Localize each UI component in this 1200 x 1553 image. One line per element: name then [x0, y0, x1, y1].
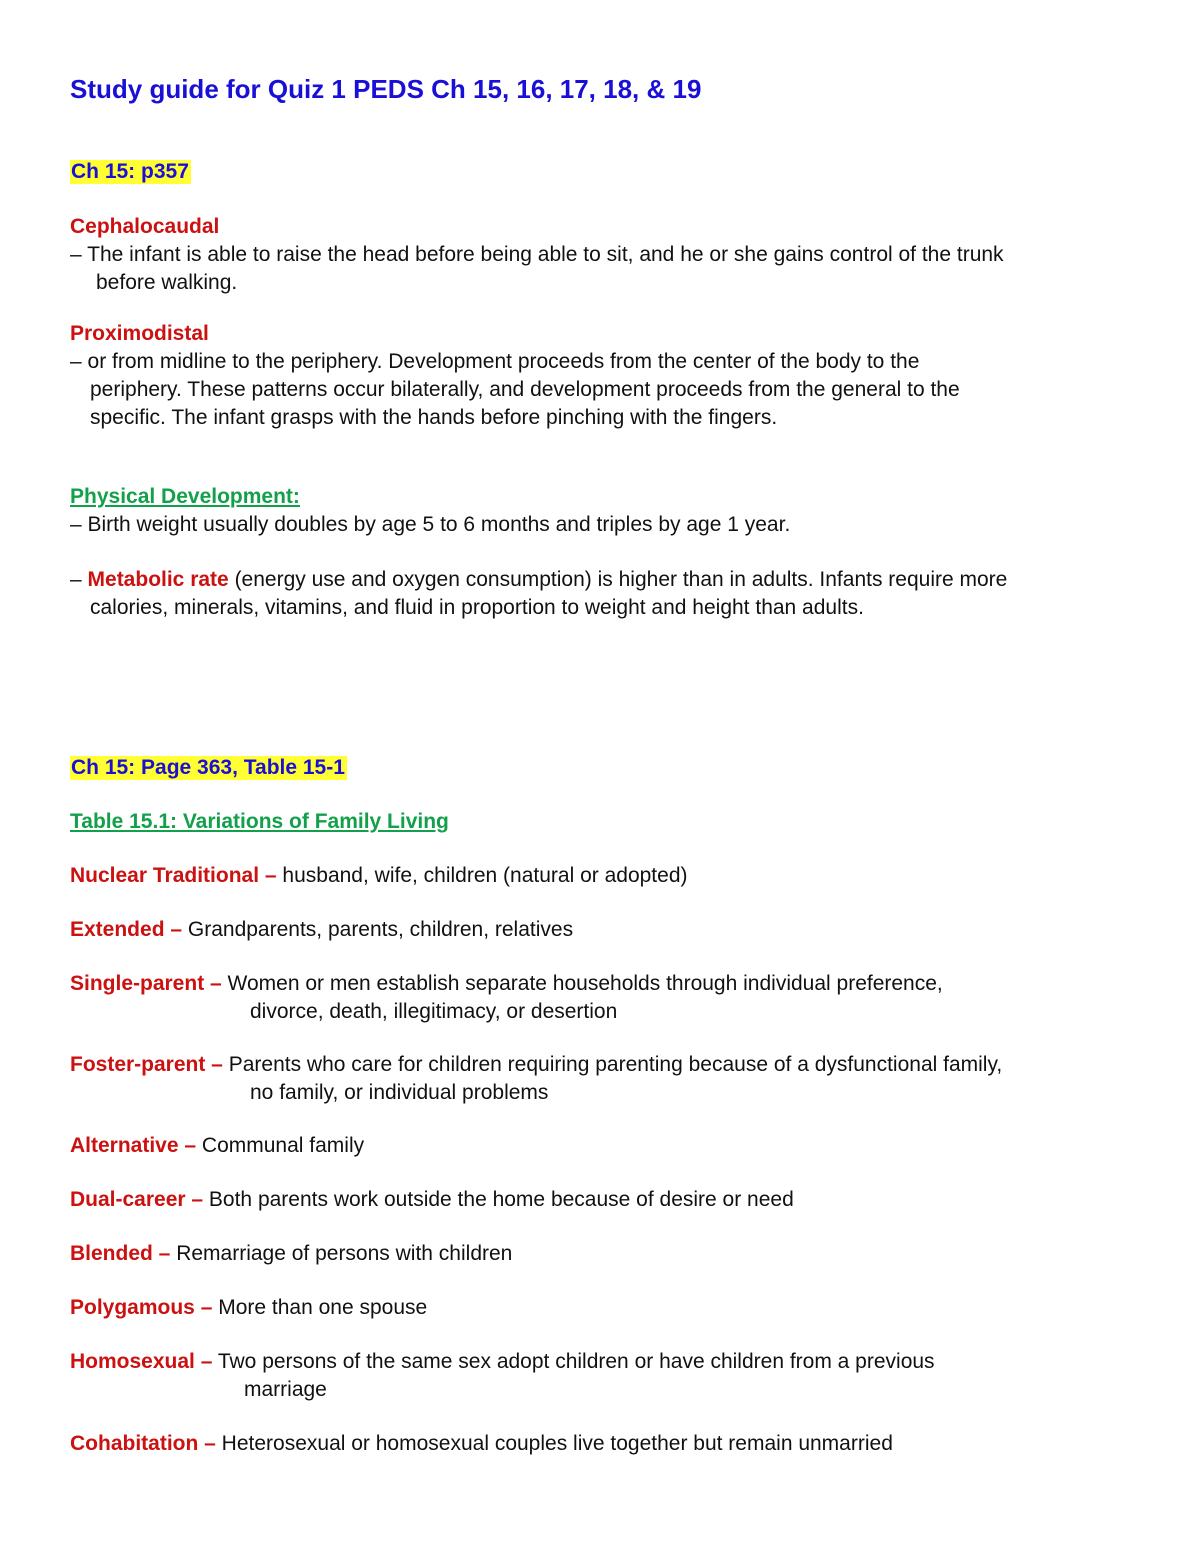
family-item-alternative	[70, 1134, 364, 1158]
family-definition-continued: divorce, death, illegitimacy, or desertion	[250, 1000, 618, 1023]
proximodistal-text-line-1: – or from midline to the periphery. Development proceeds from the center of the body to the	[70, 350, 920, 373]
family-definition: Parents who care for children requiring parenting because of a dysfunctional family,	[222, 1053, 1003, 1076]
birth-weight-text: – Birth weight usually doubles by age 5 to 6 months and triples by age 1 year.	[70, 513, 791, 536]
family-definition: Remarriage of persons with children	[170, 1242, 513, 1265]
section-heading-ch15-p363: Ch 15: Page 363, Table 15-1	[71, 756, 345, 779]
cephalocaudal-text-line-2: before walking.	[96, 271, 238, 294]
family-definition-continued: no family, or individual problems	[250, 1081, 549, 1104]
family-item-extended	[70, 918, 573, 942]
family-definition: Heterosexual or homosexual couples live together but remain unmarried	[215, 1432, 893, 1455]
family-term: Cohabitation –	[70, 1432, 216, 1455]
family-item-cohabitation	[70, 1432, 893, 1456]
family-definition: Women or men establish separate households through individual preference,	[221, 972, 943, 995]
term-cephalocaudal: Cephalocaudal	[70, 215, 220, 238]
term-metabolic-rate: Metabolic rate	[87, 568, 229, 591]
family-item-blended	[70, 1242, 512, 1266]
family-item-dual-career	[70, 1188, 794, 1212]
family-term: Single-parent –	[70, 972, 222, 995]
proximodistal-text-line-3: specific. The infant grasps with the hands before pinching with the fingers.	[90, 406, 778, 429]
family-definition: More than one spouse	[212, 1296, 428, 1319]
family-term: Foster-parent –	[70, 1053, 223, 1076]
family-item-homosexual	[70, 1350, 935, 1374]
family-term: Polygamous –	[70, 1296, 213, 1319]
metabolic-rate-line-2: calories, minerals, vitamins, and fluid in proportion to weight and height than adults.	[90, 596, 864, 619]
table-title: Table 15.1: Variations of Family Living	[70, 810, 449, 833]
family-item-foster-parent	[70, 1053, 1002, 1077]
metabolic-rate-line-1	[70, 568, 1007, 592]
family-definition: Communal family	[196, 1134, 365, 1157]
family-definition: Grandparents, parents, children, relatives	[182, 918, 574, 941]
family-term: Blended –	[70, 1242, 171, 1265]
family-item-nuclear	[70, 864, 688, 888]
metabolic-rate-text: (energy use and oxygen consumption) is higher than in adults. Infants require more	[228, 568, 1008, 591]
family-definition: Two persons of the same sex adopt children or have children from a previous	[212, 1350, 935, 1373]
family-term: Alternative –	[70, 1134, 197, 1157]
physical-development-heading: Physical Development:	[70, 485, 300, 508]
family-term: Dual-career –	[70, 1188, 204, 1211]
family-item-single-parent	[70, 972, 943, 996]
proximodistal-text-line-2: periphery. These patterns occur bilaterally, and development proceeds from the general to the	[90, 378, 960, 401]
family-term: Nuclear Traditional –	[70, 864, 277, 887]
section-heading-ch15-p357: Ch 15: p357	[71, 160, 189, 183]
term-proximodistal: Proximodistal	[70, 322, 209, 345]
cephalocaudal-text-line-1: – The infant is able to raise the head before being able to sit, and he or she gains control of the trunk	[70, 243, 1004, 266]
family-term: Extended –	[70, 918, 183, 941]
family-term: Homosexual –	[70, 1350, 213, 1373]
family-definition-continued: marriage	[244, 1378, 327, 1401]
page-title: Study guide for Quiz 1 PEDS Ch 15, 16, 17, 18, & 19	[70, 74, 702, 104]
family-definition: Both parents work outside the home because of desire or need	[203, 1188, 794, 1211]
family-item-polygamous	[70, 1296, 427, 1320]
family-definition: husband, wife, children (natural or adopted)	[276, 864, 688, 887]
metabolic-dash: –	[70, 568, 88, 591]
